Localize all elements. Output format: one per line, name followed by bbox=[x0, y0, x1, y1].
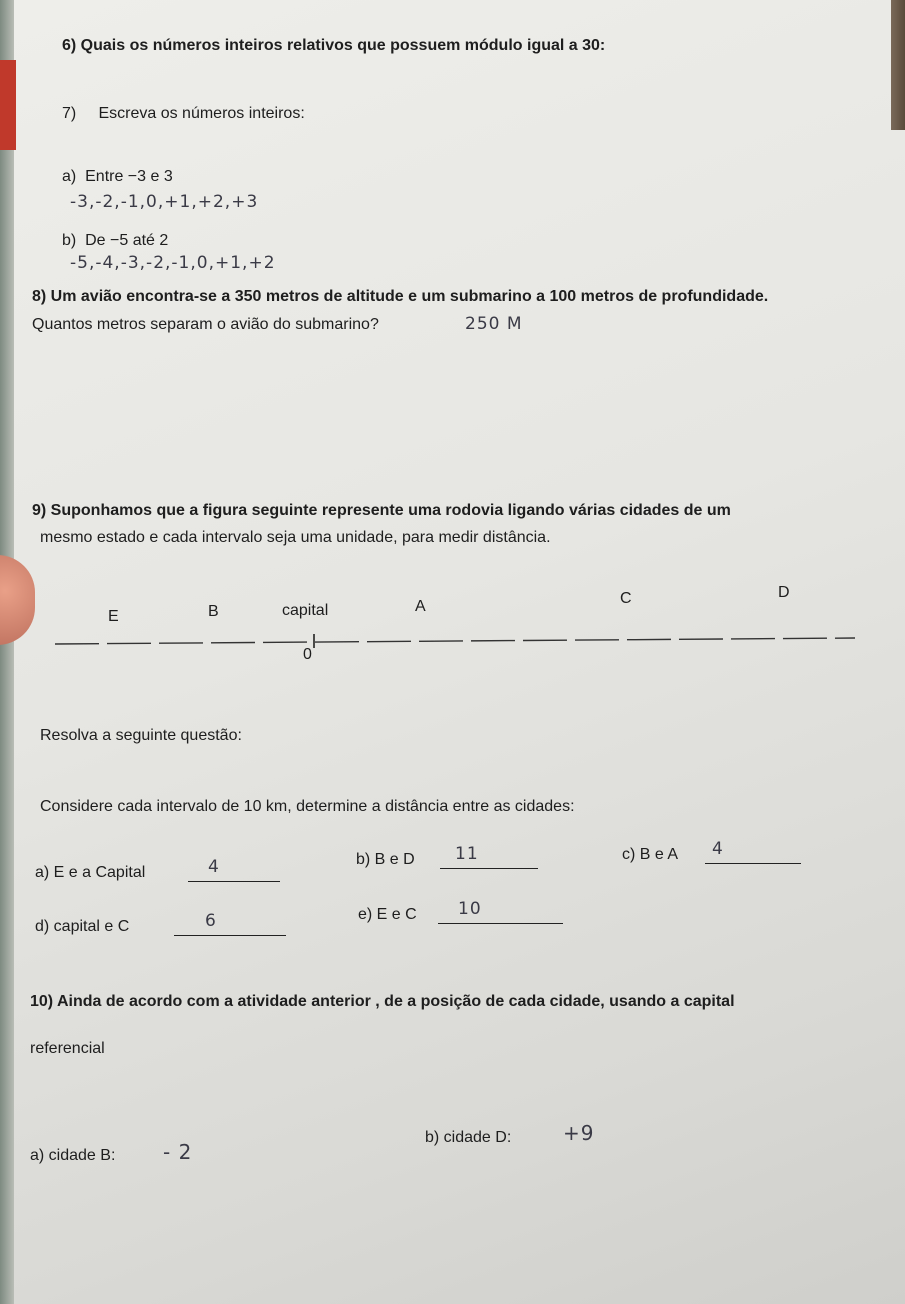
distance-b-label: b) B e D bbox=[356, 851, 415, 868]
question-7b-label: b) De −5 até 2 bbox=[62, 232, 169, 249]
city-e-label: E bbox=[108, 608, 119, 625]
question-7: 7) Escreva os números inteiros: bbox=[62, 105, 305, 122]
distance-c-answer: 4 bbox=[712, 839, 724, 859]
distance-e-answer: 10 bbox=[458, 899, 482, 919]
distance-d-label: d) capital e C bbox=[35, 918, 130, 935]
finger bbox=[0, 555, 35, 645]
position-b-label: a) cidade B: bbox=[30, 1147, 116, 1164]
distance-e-label: e) E e C bbox=[358, 906, 417, 923]
position-b-answer: - 2 bbox=[163, 1140, 193, 1164]
distance-b-answer: 11 bbox=[455, 844, 479, 864]
distance-e-blank bbox=[438, 922, 563, 924]
question-9-line1: 9) Suponhamos que a figura seguinte represente uma rodovia ligando várias cidades de um bbox=[32, 502, 731, 519]
road-number-line bbox=[55, 630, 855, 650]
distance-c-label: c) B e A bbox=[622, 846, 679, 863]
position-d-answer: +9 bbox=[563, 1121, 595, 1145]
distance-d-answer: 6 bbox=[205, 911, 217, 931]
question-10-line1: 10) Ainda de acordo com a atividade anterior , de a posição de cada cidade, usando a capital bbox=[30, 993, 735, 1010]
resolva-heading: Resolva a seguinte questão: bbox=[40, 727, 242, 744]
question-8-line2: Quantos metros separam o avião do submarino? bbox=[32, 316, 379, 333]
question-7a-label: a) Entre −3 e 3 bbox=[62, 168, 173, 185]
question-7b-answer: -5,-4,-3,-2,-1,0,+1,+2 bbox=[70, 253, 276, 273]
background-object bbox=[0, 60, 16, 150]
paper-edge-left bbox=[0, 0, 14, 1304]
question-9-line2: mesmo estado e cada intervalo seja uma unidade, para medir distância. bbox=[40, 529, 551, 546]
zero-label: 0 bbox=[303, 646, 312, 663]
city-d-label: D bbox=[778, 584, 790, 601]
paper-edge-right bbox=[891, 0, 905, 130]
distance-a-blank bbox=[188, 880, 280, 882]
question-6: 6) Quais os números inteiros relativos que possuem módulo igual a 30: bbox=[62, 37, 606, 54]
city-b-label: B bbox=[208, 603, 219, 620]
considere-text: Considere cada intervalo de 10 km, determine a distância entre as cidades: bbox=[40, 798, 575, 815]
position-d-label: b) cidade D: bbox=[425, 1129, 512, 1146]
distance-b-blank bbox=[440, 867, 538, 869]
city-a-label: A bbox=[415, 598, 426, 615]
distance-c-blank bbox=[705, 862, 801, 864]
question-8-answer: 250 M bbox=[465, 314, 523, 334]
city-c-label: C bbox=[620, 590, 632, 607]
question-8-line1: 8) Um avião encontra-se a 350 metros de altitude e um submarino a 100 metros de profundidade. bbox=[32, 288, 769, 305]
question-10-line2: referencial bbox=[30, 1040, 105, 1057]
city-capital-label: capital bbox=[282, 602, 329, 619]
question-7a-answer: -3,-2,-1,0,+1,+2,+3 bbox=[70, 192, 259, 212]
distance-d-blank bbox=[174, 934, 286, 936]
distance-a-answer: 4 bbox=[208, 857, 220, 877]
distance-a-label: a) E e a Capital bbox=[35, 864, 146, 881]
